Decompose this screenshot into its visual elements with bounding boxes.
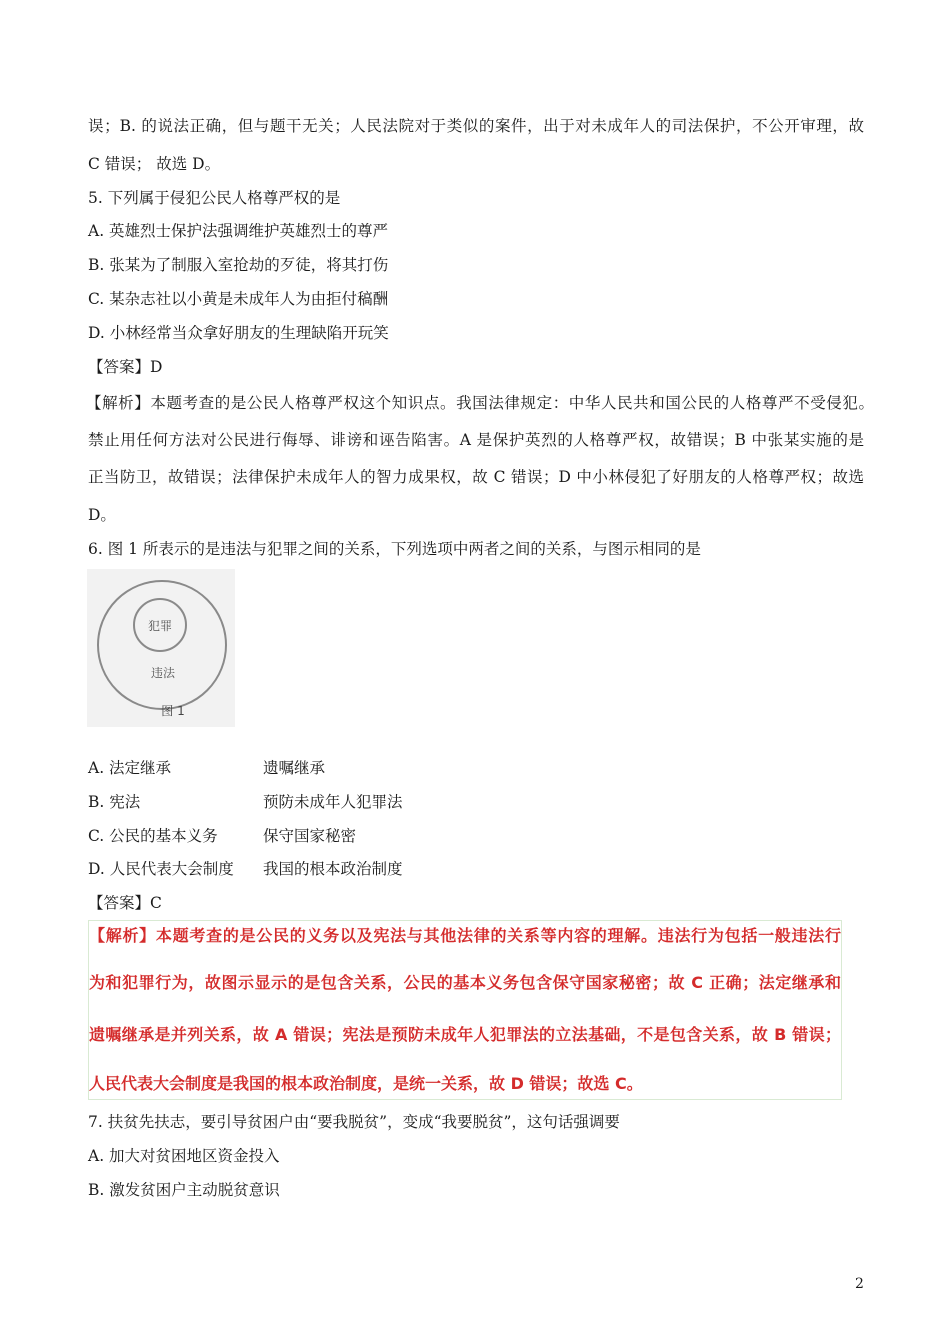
inner-label: 犯罪 [147,619,173,633]
q5-analysis-line: D。 [88,506,116,524]
q6-option-b [88,791,403,813]
q6-analysis-image [88,920,842,1100]
q7-option-b: B. 激发贫困户主动脱贫意识 [88,1181,280,1199]
q5-option-d: D. 小林经常当众拿好朋友的生理缺陷开玩笑 [88,324,389,342]
q6-analysis-line: 【解析】本题考查的是公民的义务以及宪法与其他法律的关系等内容的理解。违法行为包括一般违法行 [89,926,841,945]
q6-analysis-line: 人民代表大会制度是我国的根本政治制度，是统一关系，故 D 错误；故选 C。 [89,1074,643,1093]
q7-option-a: A. 加大对贫困地区资金投入 [88,1147,280,1165]
page-number: 2 [855,1276,864,1292]
venn-diagram-figure [87,569,235,727]
paragraph-line: 误；B. 的说法正确，但与题干无关；人民法院对于类似的案件，出于对未成年人的司法保护，不公开审理，故 [88,117,864,135]
question-5-stem: 5. 下列属于侵犯公民人格尊严权的是 [88,189,341,207]
q6-answer: 【答案】C [88,894,162,912]
q5-analysis-line: 【解析】本题考查的是公民人格尊严权这个知识点。我国法律规定：中华人民共和国公民的人格尊严不受侵犯。 [86,394,874,412]
q6-option-b-left: B. 宪法 [88,793,141,811]
q6-option-c [88,825,356,847]
q6-option-d-right: 我国的根本政治制度 [263,860,403,878]
q5-answer: 【答案】D [88,358,163,376]
q5-analysis-line: 禁止用任何方法对公民进行侮辱、诽谤和诬告陷害。A 是保护英烈的人格尊严权，故错误；B 中张某实施的是 [88,431,864,449]
q5-option-c: C. 某杂志社以小黄是未成年人为由拒付稿酬 [88,290,389,308]
q5-analysis-line: 正当防卫，故错误；法律保护未成年人的智力成果权，故 C 错误；D 中小林侵犯了好朋友的人格尊严权；故选 [88,468,864,486]
q6-option-d [88,858,403,880]
q6-option-c-left: C. 公民的基本义务 [88,827,218,845]
outer-label: 违法 [150,666,176,680]
q6-option-b-right: 预防未成年人犯罪法 [263,793,403,811]
q5-option-b: B. 张某为了制服入室抢劫的歹徒，将其打伤 [88,256,389,274]
outer-circle [98,581,226,709]
q6-option-c-right: 保守国家秘密 [263,827,357,845]
paragraph-line: C 错误； 故选 D。 [88,155,221,173]
q6-option-d-left: D. 人民代表大会制度 [88,860,234,878]
q6-analysis-line: 遗嘱继承是并列关系，故 A 错误；宪法是预防未成年人犯罪法的立法基础，不是包含关系，故 B 错误； [89,1025,841,1044]
q6-option-a [88,757,325,779]
q5-option-a: A. 英雄烈士保护法强调维护英雄烈士的尊严 [88,222,389,240]
q6-option-a-left: A. 法定继承 [88,759,172,777]
q6-option-a-right: 遗嘱继承 [263,759,326,777]
venn-diagram [87,569,235,727]
q6-analysis-line: 为和犯罪行为，故图示显示的是包含关系，公民的基本义务包含保守国家秘密；故 C 正确；法定继承和 [89,973,841,992]
figure-caption: 图 1 [161,704,185,718]
question-7-stem: 7. 扶贫先扶志，要引导贫困户由“要我脱贫”，变成“我要脱贫”，这句话强调要 [88,1113,620,1131]
question-6-stem: 6. 图 1 所表示的是违法与犯罪之间的关系，下列选项中两者之间的关系，与图示相同的是 [88,540,701,558]
